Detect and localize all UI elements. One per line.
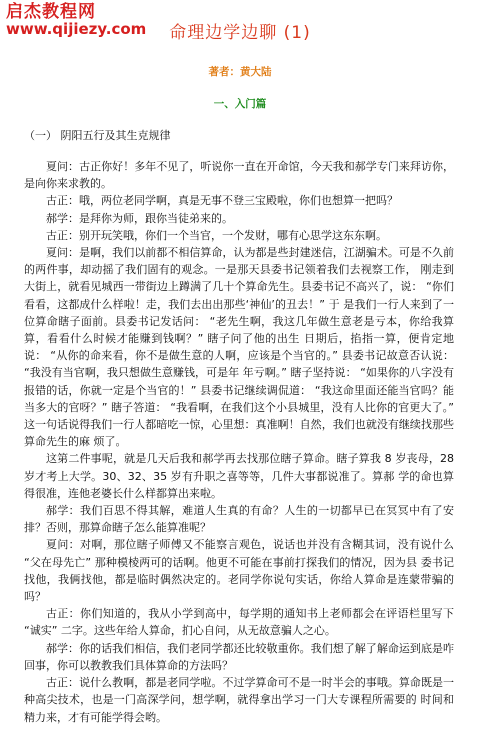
document-title: 命理边学边聊 (1): [169, 23, 311, 43]
paragraph: 古正：哦，两位老同学啊，真是无事不登三宝殿啦，你们也想算一把吗？: [46, 194, 398, 208]
paragraph: 这第二件事呢，就是几天后我和郝学再去找那位瞎子算命。瞎子算我 8 岁丧母，28 岁才考上大学。30、32、35 岁有升职之喜等等，几件大事都说准了。算郝 学的命也算得很准，连他老婆长什么样都算出来啦。: [24, 452, 454, 500]
author-line: 著者：黄大陆: [208, 66, 272, 78]
paragraph: 古正：别开玩笑哦，你们一个当官，一个发财，哪有心思学这东东啊。: [46, 228, 387, 242]
paragraph: 夏问：古正你好！多年不见了，听说你一直在开命馆，今天我和郝学专门来拜访你，是向你来求教的。: [24, 160, 454, 191]
paragraph: 古正：说什么教啊，都是老同学啦。不过学算命可不是一时半会的事哦。算命既是一种高尖技术，也是一门高深学问，想学啊，就得拿出学习一门大专课程所需要的 时间和精力来，才有可能学得会哟。: [24, 676, 454, 724]
paragraph: 郝学：我们百思不得其解，难道人生真的有命？人生的一切都早已在冥冥中有了安排？否则，那算命瞎子怎么能算准呢？: [24, 504, 454, 535]
paragraph: 郝学：你的话我们相信，我们老同学都还比较敬重你。我们想了解了解命运到底是咋回事，你可以教教我们具体算命的方法吗？: [24, 641, 454, 672]
document-body: [24, 158, 454, 726]
paragraph: 夏问：是啊，我们以前都不相信算命，认为都是些封建迷信，江湖骗术。可是不久前的两件事，却动摇了我们固有的观念。一是那天县委书记领着我们去视察工作， 刚走到大街上，就看见城西一带街边上蹲满了几十个算命先生。县委书记不高兴了，说： “你们看看，这都成什么样啦！走，我们去出出那些‘神仙’的丑去！” 于 是我们一行人来到了一位算命瞎子面前。县委书记发话问： “老先生啊，我这几年做生意老是亏本，你给我算算，看看什么时候才能赚到钱啊？” 瞎子问了他的出生 日期后，掐指一算，便肯定地说： “从你的命来看，你不是做生意的人啊，应该是个当官的。” 县委书记故意否认说： “我没有当官啊，我只想做生意赚钱，可是年 年亏啊。” 瞎子坚持说： “如果你的八字没有报错的话，你就一定是个当官的！” 县委书记继续调侃道： “我这命里面还能当官吗？能当多大的官呀？” 瞎子答道： “我看啊，在我们这个小县城里，没有人比你的官更大了。” 这一句话说得我们一行人都暗吃一惊，心里想：真准啊！自然，我们也就没有继续找那些算命先生的麻 烦了。: [24, 246, 454, 449]
watermark-site-name: 启杰教程网: [6, 2, 96, 22]
paragraph: 古正：你们知道的，我从小学到高中，每学期的通知书上老师都会在评语栏里写下 “诚实” 二字。这些年给人算命，扪心自问，从无故意骗人之心。: [24, 607, 454, 638]
paragraph: 郝学：是拜你为师，跟你当徒弟来的。: [46, 211, 233, 225]
subsection-heading: （一） 阴阳五行及其生克规律: [24, 129, 171, 142]
paragraph: 夏问：对啊，那位瞎子师傅又不能察言观色，说话也并没有含糊其词，没有说什么 “父在母先亡” 那种模棱两可的话啊。他更不可能在事前打探我们的情况，因为县 委书记找他，我俩找他，都是临时偶然决定的。老同学你说句实话，你给人算命是连蒙带骗的吗？: [24, 538, 454, 604]
watermark-url: www.qijiezy.com: [6, 19, 147, 38]
section-heading: 一、入门篇: [213, 98, 267, 110]
